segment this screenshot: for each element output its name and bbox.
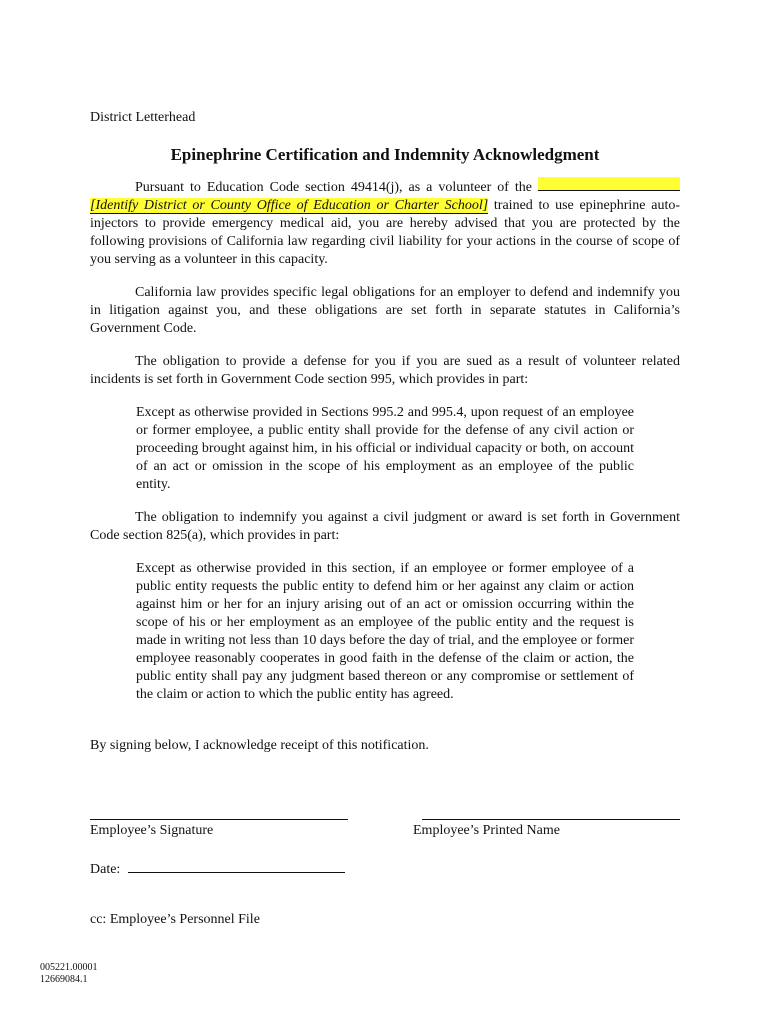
quote-government-code-995: Except as otherwise provided in Sections 995.2 and 995.4, upon request of an employee or former employee, a public entity shall provide for the defense of any civil action or proceeding brought against him, in his official or individual capacity or both, on account of an act or omission in the scope of his employment as an employee of the public entity.: [136, 405, 634, 492]
letterhead: District Letterhead: [90, 110, 196, 125]
signature-line[interactable]: [90, 819, 348, 820]
date-field: [90, 859, 345, 878]
printed-name-line[interactable]: [422, 819, 680, 820]
document-code-2: 12669084.1: [40, 974, 88, 985]
paragraph-indemnify-obligation: The obligation to indemnify you against a civil judgment or award is set forth in Government Code section 825(a), which provides in part:: [90, 510, 680, 543]
paragraph-acknowledgment: By signing below, I acknowledge receipt of this notification.: [90, 738, 429, 753]
document-code-1: 005221.00001: [40, 962, 98, 973]
printed-name-label: Employee’s Printed Name: [413, 823, 560, 838]
date-label: Date:: [90, 862, 121, 877]
volunteer-entity-blank[interactable]: [538, 177, 680, 191]
cc-line: cc: Employee’s Personnel File: [90, 912, 260, 927]
paragraph-legal-obligations: California law provides specific legal obligations for an employer to defend and indemnify you in litigation against you, and these obligations are set forth in separate statutes in California’s Government Code.: [90, 285, 680, 336]
document-title: Epinephrine Certification and Indemnity Acknowledgment: [170, 145, 600, 164]
signature-label: Employee’s Signature: [90, 823, 214, 838]
intro-rest-text: trained to use epinephrine auto-injectors to provide emergency medical aid, you are hereby advised that you are protected by the following provisions of California law regarding civil liability for your actions in the course of scope of you serving as a volunteer in this capacity.: [90, 198, 680, 267]
date-line[interactable]: [128, 859, 345, 873]
intro-lead-text: Pursuant to Education Code section 49414(j), as a volunteer of the: [135, 180, 532, 195]
paragraph-intro: [90, 177, 680, 269]
paragraph-defense-obligation: The obligation to provide a defense for you if you are sued as a result of volunteer related incidents is set forth in Government Code section 995, which provides in part:: [90, 354, 680, 387]
entity-placeholder-highlight: [Identify District or County Office of Education or Charter School]: [90, 198, 489, 213]
quote-government-code-825a: Except as otherwise provided in this section, if an employee or former employee of a public entity requests the public entity to defend him or her against any claim or action against him or her for an injury arising out of an act or omission occurring within the scope of his or her employment as an employee of the public entity and the request is made in writing not less than 10 days before the day of trial, and the employee or former employee reasonably cooperates in good faith in the defense of the claim or action, the public entity shall pay any judgment based thereon or any compromise or settlement of the claim or action to which the public entity has agreed.: [136, 561, 634, 702]
